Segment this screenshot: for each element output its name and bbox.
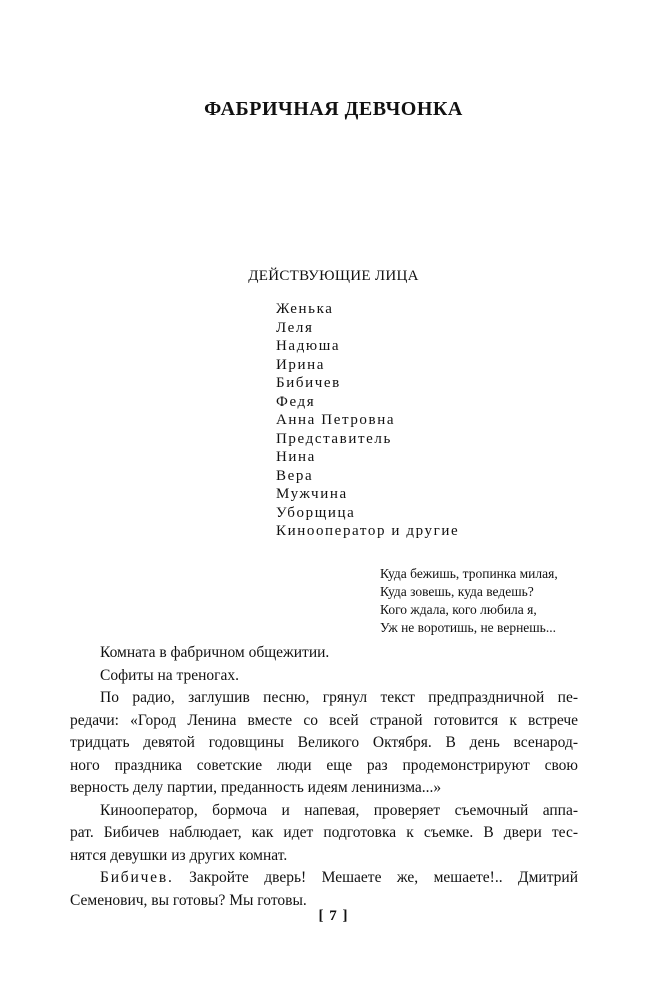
- speaker-name: Бибичев.: [100, 869, 174, 886]
- cast-item: Кинооператор и другие: [276, 523, 460, 539]
- cast-item: Мужчина: [276, 486, 348, 502]
- text-line: тридцать девятой годовщины Великого Октября. В день всенарод-: [70, 734, 578, 751]
- text-line: ного праздника советские люди еще раз продемонстрируют свою: [70, 756, 578, 774]
- text-line: нятся девушки из других комнат.: [70, 846, 288, 864]
- text-line: Софиты на треногах.: [100, 666, 240, 684]
- speech: Закройте дверь! Мешаете же, мешаете!.. Дмитрий: [189, 869, 579, 886]
- epigraph-line: Куда бежишь, тропинка милая,: [380, 566, 558, 581]
- dialogue-line: [70, 867, 579, 912]
- stage-direction: [70, 687, 578, 800]
- text-line: Семенович, вы готовы? Мы готовы.: [70, 891, 307, 909]
- play-title: ФАБРИЧНАЯ ДЕВЧОНКА: [204, 98, 463, 120]
- text-line: Кинооператор, бормоча и напевая, проверяет съемочный аппа-: [100, 801, 578, 819]
- cast-item: Ирина: [276, 356, 326, 373]
- epigraph: [380, 565, 558, 637]
- stage-direction: [100, 665, 578, 688]
- cast-item: Вера: [276, 467, 314, 484]
- cast-item: Анна Петровна: [276, 412, 396, 428]
- cast-heading: ДЕЙСТВУЮЩИЕ ЛИЦА: [248, 268, 419, 284]
- text-line: верность делу партии, преданность идеям ленинизма...»: [70, 779, 442, 796]
- cast-item: Бибичев: [276, 375, 341, 391]
- cast-item: Представитель: [276, 430, 392, 447]
- text-line: По радио, заглушив песню, грянул текст предпраздничной пе-: [100, 689, 578, 706]
- cast-item: Надюша: [276, 338, 341, 354]
- cast-item: Федя: [276, 393, 316, 410]
- epigraph-line: Кого ждала, кого любила я,: [380, 602, 537, 617]
- stage-direction: [70, 800, 578, 868]
- cast-list: [276, 300, 459, 541]
- cast-item: Уборщица: [276, 504, 356, 521]
- body-text: [70, 642, 579, 912]
- text-line: редачи: «Город Ленина вместе со всей страной готовится к встрече: [70, 711, 578, 729]
- cast-item: Нина: [276, 449, 316, 465]
- text-line: Комната в фабричном общежитии.: [100, 644, 330, 661]
- text-line: рат. Бибичев наблюдает, как идет подготовка к съемке. В двери тес-: [70, 824, 578, 841]
- cast-item: Леля: [276, 319, 314, 336]
- epigraph-line: Уж не воротишь, не вернешь...: [380, 620, 556, 635]
- text-line: [100, 867, 578, 890]
- cast-item: Женька: [276, 301, 334, 317]
- stage-direction: [100, 642, 578, 665]
- page-number: [ 7 ]: [318, 908, 349, 924]
- epigraph-line: Куда зовешь, куда ведешь?: [380, 584, 534, 599]
